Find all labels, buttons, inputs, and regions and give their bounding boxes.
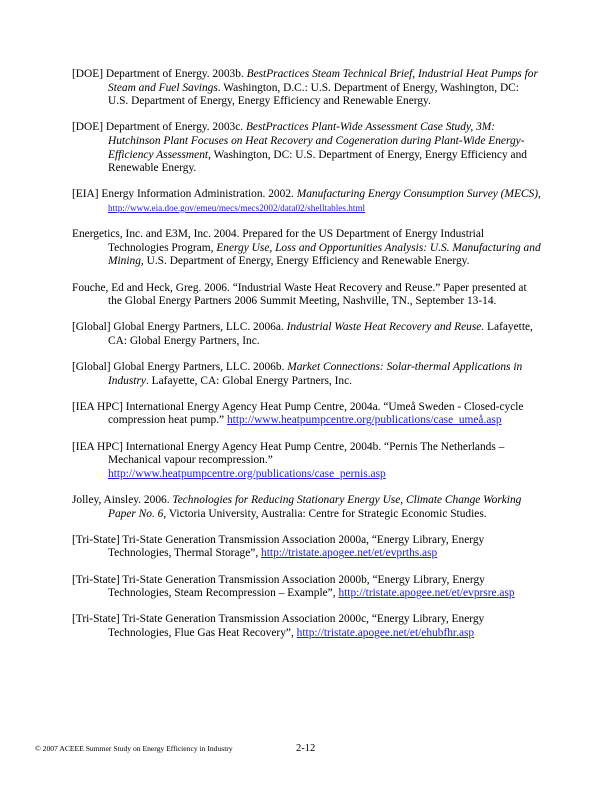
reference-link[interactable]: http://tristate.apogee.net/et/evprths.asp: [261, 547, 438, 560]
reference-item: [IEA HPC] International Energy Agency Heat Pump Centre, 2004b. “Pernis The Netherlands – Mechanical vapour recompression.” http://www.heatpumpcentre.org/publications/case_pernis.asp: [72, 440, 505, 480]
reference-item: Fouche, Ed and Heck, Greg. 2006. “Industrial Waste Heat Recovery and Reuse.” Paper presented at the Global Energy Partners 2006 Summit Meeting, Nashville, TN., September 13-14.: [72, 281, 527, 308]
reference-link[interactable]: http://tristate.apogee.net/et/evprsre.asp: [338, 587, 515, 600]
reference-item: [Global] Global Energy Partners, LLC. 2006a. Industrial Waste Heat Recovery and Reuse. Lafayette, CA: Global Energy Partners, Inc.: [72, 321, 533, 347]
reference-item: [Tri-State] Tri-State Generation Transmission Association 2000b, “Energy Library, Energy Technologies, Steam Recompression – Example”, http://tristate.apogee.net/et/evprsre.asp: [72, 573, 515, 600]
reference-item: [EIA] Energy Information Administration. 2002. Manufacturing Energy Consumption Survey (MECS), http://www.eia.doe.gov/emeu/mecs/mecs2002/data02/shelltables.html: [72, 188, 541, 213]
page-footer: [35, 744, 595, 753]
reference-link[interactable]: http://tristate.apogee.net/et/ehubfhr.asp: [296, 626, 475, 639]
copyright-text: © 2007 ACEEE Summer Study on Energy Efficiency in Industry: [35, 744, 233, 753]
page-number: 2-12: [296, 743, 316, 754]
reference-item: [Tri-State] Tri-State Generation Transmission Association 2000a, “Energy Library, Energy Technologies, Thermal Storage”, http://tristate.apogee.net/et/evprths.asp: [72, 533, 485, 560]
reference-item: [Global] Global Energy Partners, LLC. 2006b. Market Connections: Solar-thermal Applications in Industry. Lafayette, CA: Global Energy Partners, Inc.: [72, 361, 523, 387]
reference-item: [DOE] Department of Energy. 2003b. BestPractices Steam Technical Brief, Industrial Heat Pumps for Steam and Fuel Savings. Washington, D.C.: U.S. Department of Energy, Washington, DC: U.S. Department of Energy, Energy Efficiency and Renewable Energy.: [72, 68, 538, 108]
reference-link[interactable]: http://www.eia.doe.gov/emeu/mecs/mecs2002/data02/shelltables.html: [108, 202, 366, 213]
reference-item: [Tri-State] Tri-State Generation Transmission Association 2000c, “Energy Library, Energy Technologies, Flue Gas Heat Recovery”, http://tristate.apogee.net/et/ehubfhr.asp: [72, 613, 485, 639]
reference-item: Jolley, Ainsley. 2006. Technologies for Reducing Stationary Energy Use, Climate Change Working Paper No. 6, Victoria University, Australia: Centre for Strategic Economic Studies.: [72, 494, 522, 520]
references-list: [72, 68, 542, 653]
reference-item: [IEA HPC] International Energy Agency Heat Pump Centre, 2004a. “Umeå Sweden - Closed-cycle compression heat pump.” http://www.heatpumpcentre.org/publications/case_umeå.asp: [72, 400, 524, 427]
reference-link[interactable]: http://www.heatpumpcentre.org/publications/case_umeå.asp: [226, 414, 502, 427]
reference-item: Energetics, Inc. and E3M, Inc. 2004. Prepared for the US Department of Energy Industrial Technologies Program, Energy Use, Loss and Opportunities Analysis: U.S. Manufacturing and Mining, U.S. Department of Energy, Energy Efficiency and Renewable Energy.: [72, 228, 541, 268]
reference-item: [DOE] Department of Energy. 2003c. BestPractices Plant-Wide Assessment Case Study, 3M: Hutchinson Plant Focuses on Heat Recovery and Cogeneration during Plant-Wide Energy-Efficiency Assessment, Washington, DC: U.S. Department of Energy, Energy Efficiency and Renewable Energy.: [72, 121, 527, 175]
reference-link[interactable]: http://www.heatpumpcentre.org/publications/case_pernis.asp: [108, 467, 386, 480]
